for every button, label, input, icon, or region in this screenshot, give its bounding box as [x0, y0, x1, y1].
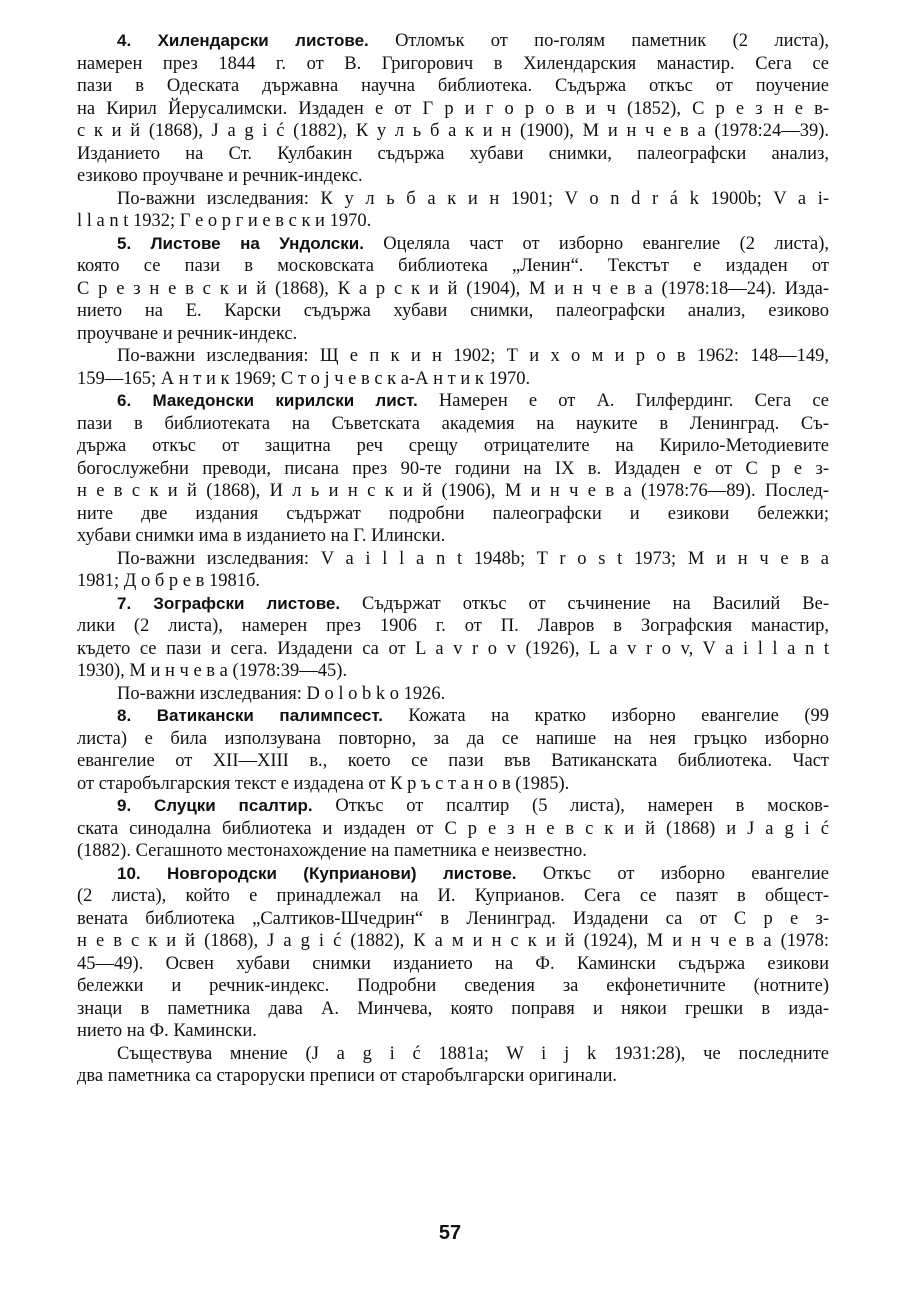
line-text: листа) е била използувана повторно, за да се напише на нея гръцко изборно: [77, 728, 829, 749]
line-text: където се пази и сега. Издадени са от L a v r o v (1926), L a v r o v, V a i l l a n t: [77, 638, 829, 659]
line-text: два паметника са староруски преписи от старобългарски оригинали.: [77, 1066, 617, 1086]
line-text: По-важни изследвания: К у л ь б а к и н 1901; V o n d r á k 1900b; V a i-: [117, 188, 829, 209]
line-text: нието на Е. Карски съдържа хубави снимки, палеографски анализ, езиково: [77, 301, 829, 321]
line-text: държа откъс от защитна реч срещу отрицателите на Кирило-Методиевите: [77, 436, 829, 456]
line-text: ните две издания съдържат подробни палеографски и езикови бележки;: [77, 503, 829, 524]
line-text: на Кирил Йерусалимски. Издаден е от Г р и г о р о в и ч (1852), С р е з н е в-: [77, 98, 829, 119]
line-text: l l a n t 1932; Г е о р г и е в с к и 1970.: [77, 211, 372, 231]
text-line: [77, 278, 829, 301]
line-text: знаци в паметника дава А. Минчева, която поправя и някои грешки в изда-: [77, 998, 829, 1019]
line-text: хубави снимки има в изданието на Г. Илински.: [77, 526, 446, 546]
entry-heading: 5. Листове на Ундолски.: [117, 233, 364, 253]
line-text: н е в с к и й (1868), J a g i ć (1882), К а м и н с к и й (1924), М и н ч е в а (1978:: [77, 931, 829, 951]
line-text: 45—49). Освен хубави снимки изданието на Ф. Камински съдържа езикови: [77, 953, 829, 974]
page-number: 57: [438, 1222, 462, 1244]
text-line: [77, 863, 829, 886]
text-line: [77, 30, 829, 53]
text-line: [77, 998, 829, 1021]
text-line: [77, 323, 829, 346]
line-text: По-важни изследвания: Щ е п к и н 1902; Т и х о м и р о в 1962: 148—149,: [117, 346, 829, 366]
line-text: намерен през 1844 г. от В. Григорович в Хилендарския манастир. Сега се: [77, 53, 829, 74]
line-text: Оцеляла част от изборно евангелие (2 листа),: [363, 233, 829, 254]
text-line: [77, 593, 829, 616]
line-text: 1930), М и н ч е в а (1978:39—45).: [77, 661, 348, 681]
text-line: [77, 638, 829, 661]
text-line: [77, 750, 829, 773]
line-text: с к и й (1868), J a g i ć (1882), К у л ь б а к и н (1900), М и н ч е в а (1978:24—39).: [77, 121, 829, 141]
text-line: [77, 840, 829, 863]
line-text: 159—165; А н т и к 1969; С т о j ч е в с к а-А н т и к 1970.: [77, 368, 531, 389]
line-text: вената библиотека „Салтиков-Шчедрин“ в Ленинград. Издадени са от С р е з-: [77, 908, 829, 929]
text-line: [77, 1065, 829, 1088]
line-text: от старобългарския текст е издадена от К р ъ с т а н о в (1985).: [77, 773, 570, 794]
text-line: [77, 368, 829, 391]
text-line: [77, 300, 829, 323]
entry-heading: 4. Хилендарски листове.: [117, 31, 369, 50]
text-line: [77, 908, 829, 931]
entry-heading: 10. Новгородски (Куприанови) листове.: [117, 863, 517, 883]
line-text: С р е з н е в с к и й (1868), К а р с к и й (1904), М и н ч е в а (1978:18—24). Изда-: [77, 278, 829, 299]
line-text: богослужебни преводи, писана през 90-те години на IX в. Издаден е от С р е з-: [77, 458, 829, 479]
entry-heading: 9. Слуцки псалтир.: [117, 796, 313, 815]
text-line: [77, 525, 829, 548]
text-line: [77, 570, 829, 593]
text-line: [77, 818, 829, 841]
line-text: Откъс от псалтир (5 листа), намерен в москов-: [312, 796, 829, 816]
line-text: (1882). Сегашното местонахождение на паметника е неизвестно.: [77, 841, 587, 861]
text-line: [77, 660, 829, 683]
text-line: [77, 75, 829, 98]
line-text: Изданието на Ст. Кулбакин съдържа хубави снимки, палеографски анализ,: [77, 143, 829, 164]
text-line: [77, 188, 829, 211]
text-line: [77, 1020, 829, 1043]
entry-heading: 6. Македонски кирилски лист.: [117, 391, 418, 410]
text-line: [77, 705, 829, 728]
line-text: евангелие от XII—XIII в., което се пази във Ватиканската библиотека. Част: [77, 751, 829, 771]
text-line: [77, 390, 829, 413]
line-text: пази в Одеската държавна научна библиотека. Съдържа откъс от поучение: [77, 76, 829, 96]
text-line: [77, 548, 829, 571]
line-text: Съществува мнение (J a g i ć 1881a; W i j k 1931:28), че последните: [117, 1043, 829, 1064]
text-line: [77, 683, 829, 706]
text-line: [77, 143, 829, 166]
line-text: езиково проучване и речник-индекс.: [77, 166, 363, 186]
text-line: [77, 953, 829, 976]
text-line: [77, 413, 829, 436]
line-text: проучване и речник-индекс.: [77, 323, 298, 344]
text-line: [77, 728, 829, 751]
text-line: [77, 233, 829, 256]
text-line: [77, 795, 829, 818]
line-text: По-важни изследвания: V a i l l a n t 1948b; T r o s t 1973; М и н ч е в а: [117, 548, 829, 569]
text-line: [77, 165, 829, 188]
line-text: лики (2 листа), намерен през 1906 г. от П. Лавров в Зографския манастир,: [77, 616, 829, 636]
line-text: Откъс от изборно евангелие: [516, 863, 829, 884]
text-line: [77, 53, 829, 76]
text-line: [77, 345, 829, 368]
text-line: [77, 480, 829, 503]
line-text: бележки и речник-индекс. Подробни сведения за екфонетичните (нотните): [77, 976, 829, 996]
line-text: ската синодална библиотека и издаден от С р е з н е в с к и й (1868) и J a g i ć: [77, 818, 829, 839]
line-text: По-важни изследвания: D o l o b k o 1926.: [117, 683, 446, 704]
line-text: нието на Ф. Камински.: [77, 1021, 257, 1041]
line-text: Намерен е от А. Гилфердинг. Сега се: [417, 391, 829, 411]
line-text: която се пази в московската библиотека „Ленин“. Текстът е издаден от: [77, 256, 829, 276]
line-text: Кожата на кратко изборно евангелие (99: [382, 706, 829, 726]
text-line: [77, 98, 829, 121]
text-line: [77, 255, 829, 278]
text-line: [77, 1043, 829, 1066]
text-line: [77, 930, 829, 953]
line-text: 1981; Д о б р е в 1981б.: [77, 571, 261, 591]
text-line: [77, 773, 829, 796]
text-line: [77, 210, 829, 233]
page-body: [77, 30, 829, 1088]
text-line: [77, 458, 829, 481]
entry-heading: 8. Ватикански палимпсест.: [117, 706, 383, 725]
line-text: Съдържат откъс от съчинение на Василий Ве-: [340, 593, 829, 614]
text-line: [77, 885, 829, 908]
text-line: [77, 615, 829, 638]
text-line: [77, 975, 829, 998]
line-text: (2 листа), който е принадлежал на И. Куприанов. Сега се пазят в общест-: [77, 886, 829, 906]
line-text: Отломък от по-голям паметник (2 листа),: [368, 31, 829, 51]
text-line: [77, 503, 829, 526]
text-line: [77, 120, 829, 143]
text-line: [77, 435, 829, 458]
entry-heading: 7. Зографски листове.: [117, 593, 341, 613]
line-text: пази в библиотеката на Съветската академия на науките в Ленинград. Съ-: [77, 413, 829, 434]
line-text: н е в с к и й (1868), И л ь и н с к и й (1906), М и н ч е в а (1978:76—89). Послед-: [77, 481, 829, 501]
